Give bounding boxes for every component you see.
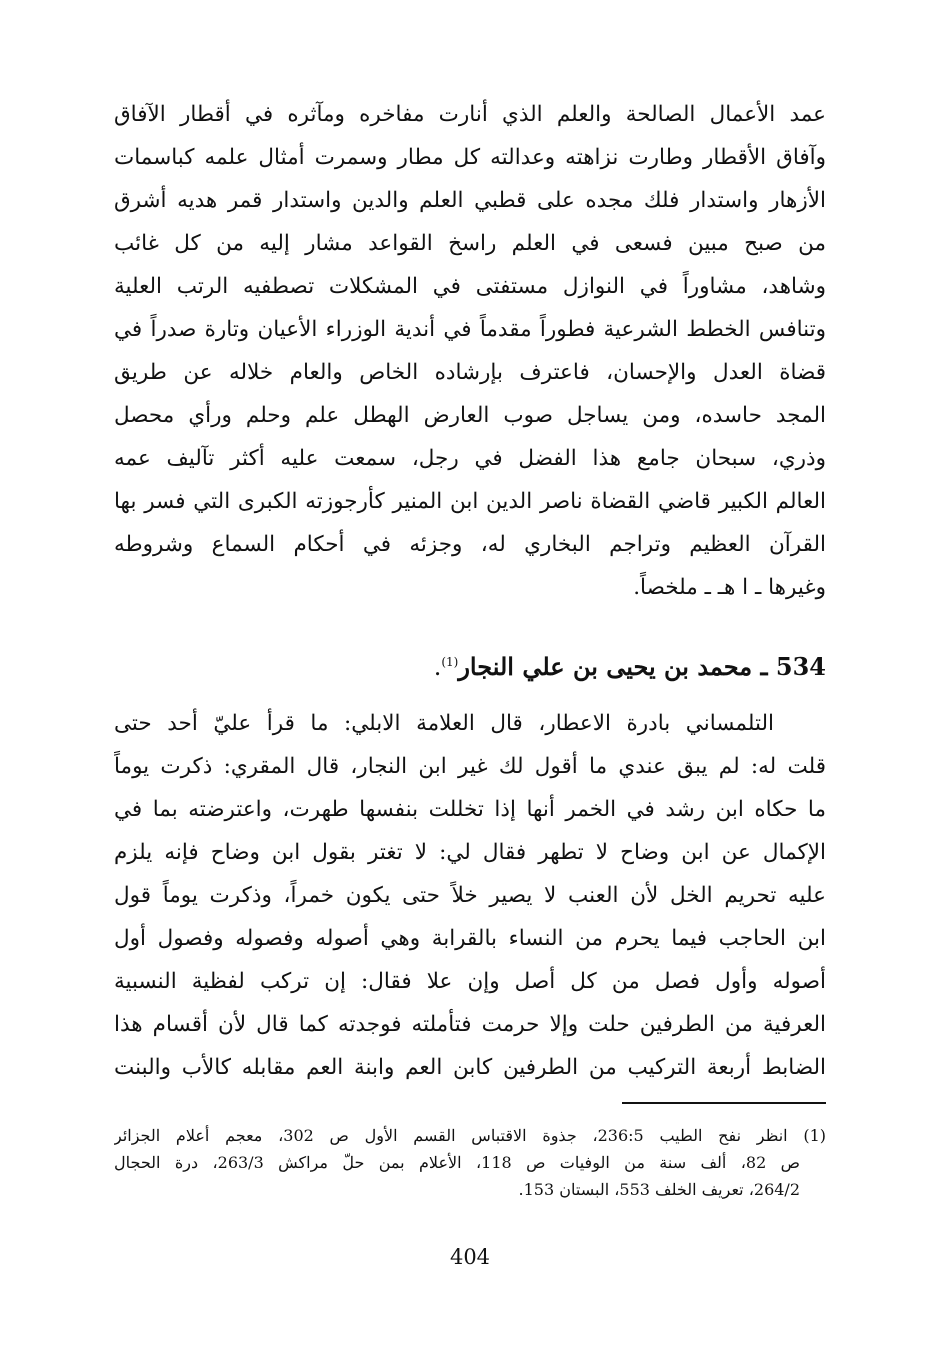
text-line: قضاة العدل والإحسان، فاعترف بإرشاده الخاص والعام خلاله عن طريق xyxy=(114,360,826,385)
page-number: 404 xyxy=(449,1245,491,1269)
entry-heading-text: 534 ـ محمد بن يحيى بن علي النجار xyxy=(458,652,826,681)
footnote-line: (1) انظر نفح الطيب 236:5، جذوة الاقتباس القسم الأول ص 302، معجم أعلام الجزائر xyxy=(114,1126,826,1145)
text-line: وشاهد، مشاوراً في النوازل مستفتى في المشكلات تصطفيه الرتب العلية xyxy=(114,274,826,299)
text-line: وذري، سبحان جامع هذا الفضل في رجل، سمعت عليه أكثر تآليف عمه xyxy=(114,446,826,471)
text-line: العرفية من الطرفين حلت وإلا حرمت فتأملته فوجدته كما قال لأن أقسام هذا xyxy=(114,1012,826,1037)
heading-period: . xyxy=(433,653,442,681)
text-line: وغيرها ـ ا هـ ـ ملخصاً. xyxy=(633,575,826,600)
footnote-line: ص 82، ألف سنة من الوفيات ص 118، الأعلام بمن حلّ مراكش 263/3، درة الحجال xyxy=(114,1153,801,1172)
entry-heading xyxy=(114,640,826,689)
text-line: المجد حاسده، ومن يساجل صوب العارض الهطل علم وحلم ورأي محصل xyxy=(114,403,826,428)
text-line: قلت له: لم يبق عندي ما أقول لك غير ابن النجار، قال المقري: ذكرت يوماً xyxy=(114,754,826,779)
footnote-divider xyxy=(622,1102,826,1104)
footnote-line: 264/2، تعريف الخلف 553، البستان 153. xyxy=(518,1180,800,1199)
text-line: من صبح مبين فسعى في العلم راسخ القواعد مشار إليه من كل غائب xyxy=(114,231,826,256)
entry-body-paragraph xyxy=(114,702,826,1089)
text-line: التلمساني بادرة الاعطار، قال العلامة الابلي: ما قرأ عليّ أحد حتى xyxy=(114,711,774,736)
biography-paragraph-continued xyxy=(114,93,826,609)
footnotes-section xyxy=(114,1122,826,1203)
text-line: أصوله وأول فصل من كل أصل وإن علا فقال: إن تركب لفظية النسبية xyxy=(114,969,826,994)
text-line: الضابط أربعة التركيب من الطرفين كابن العم وابنة العم مقابله كالأب والبنت xyxy=(114,1055,826,1080)
text-line: الإكمال عن ابن وضاح لا تطهر فقال لي: لا تغتر بقول ابن وضاح فإنه يلزم xyxy=(114,840,826,865)
text-line: وتنافس الخطط الشرعية فطوراً مقدماً في أندية الوزراء الأعيان وتارة صدراً في xyxy=(114,317,826,342)
text-line: الأزهار واستدار فلك مجده على قطبي العلم والدين واستدار قمر هديه أشرق xyxy=(114,188,826,213)
text-line: ابن الحاجب فيما يحرم من النساء بالقرابة وهي أصوله وفصوله وفصول أول xyxy=(114,926,826,951)
text-line: عليه تحريم الخل لأن العنب لا يصير خلاً حتى يكون خمراً، وذكرت يوماً قول xyxy=(114,883,826,908)
text-line: وآفاق الأقطار وطارت نزاهته وعدالته كل مطار وسمرت أمثال علمه كباسمات xyxy=(114,145,826,170)
text-line: العالم الكبير قاضي القضاة ناصر الدين ابن المنير كأرجوزته الكبرى التي فسر بها xyxy=(114,489,826,514)
text-line: عمد الأعمال الصالحة والعلم الذي أنارت مفاخره ومآثره في أقطار الآفاق xyxy=(114,102,826,127)
text-line: القرآن العظيم وتراجم البخاري له، وجزئه في أحكام السماع وشروطه xyxy=(114,532,826,557)
footnote-reference[interactable]: (1) xyxy=(441,655,459,669)
text-line: ما حكاه ابن رشد في الخمر أنها إذا تخللت بنفسها طهرت، واعترضته بما في xyxy=(114,797,826,822)
